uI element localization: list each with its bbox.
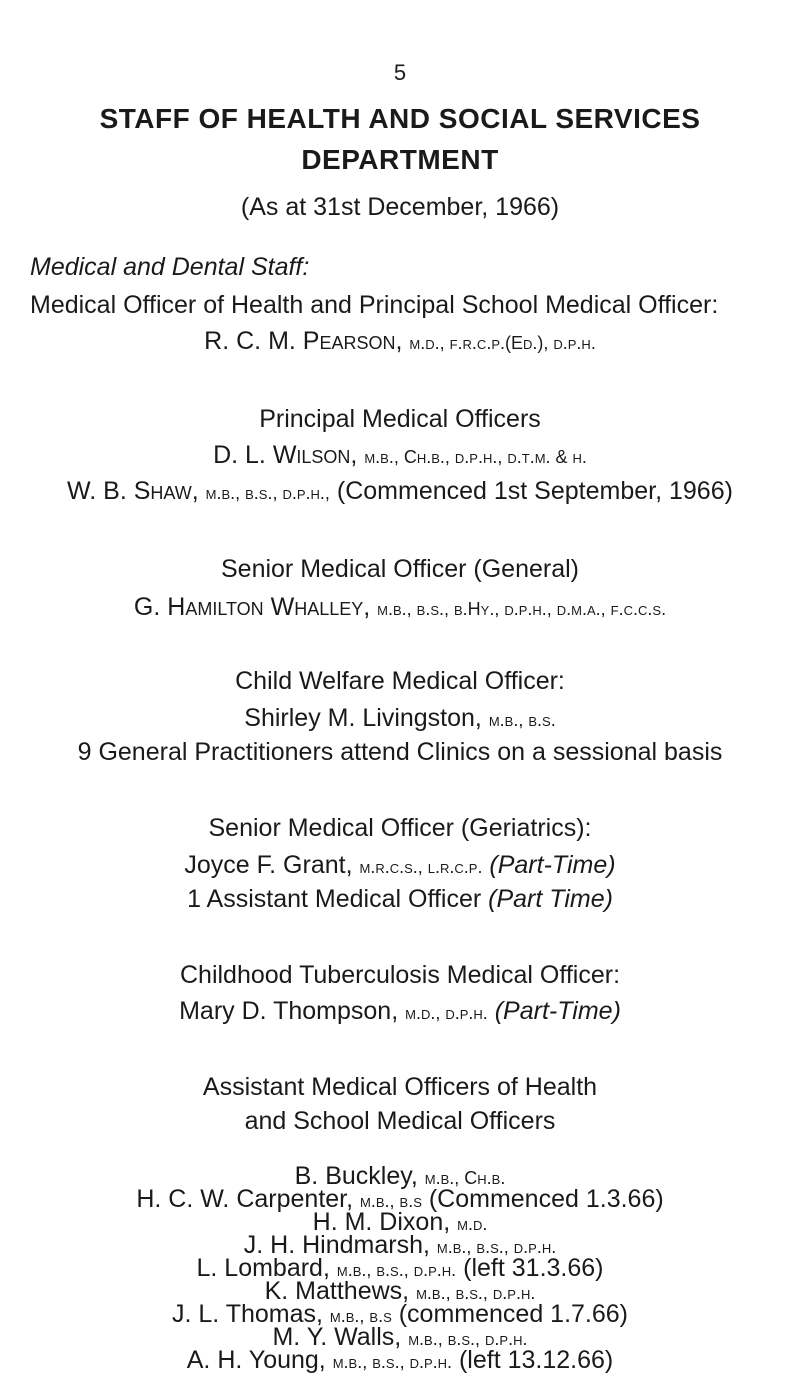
- officer-quals: m.b., b.s., d.p.h.: [332, 1352, 453, 1372]
- officer-note: (commenced 1.7.66): [398, 1300, 629, 1328]
- child-welfare-heading: Child Welfare Medical Officer:: [235, 667, 565, 695]
- principal-2-note: (Commenced 1st September, 1966): [336, 477, 733, 505]
- officer-quals: m.b., b.s: [360, 1191, 422, 1211]
- officer-name: H. C. W. Carpenter,: [136, 1185, 354, 1213]
- tb-time: (Part-Time): [494, 997, 621, 1025]
- assistant-heading-2: and School Medical Officers: [244, 1107, 556, 1135]
- officer-quals: m.b., b.s., d.p.h.: [416, 1283, 536, 1303]
- principal-2-name: W. B. Shaw,: [67, 477, 199, 505]
- child-welfare-entry: [0, 703, 800, 735]
- officer-note: (left 13.12.66): [458, 1346, 614, 1374]
- moh-name: R. C. M. Pearson,: [204, 327, 403, 355]
- officer-quals: m.b., b.s., d.p.h.: [408, 1329, 528, 1349]
- officer-quals: m.d.: [457, 1214, 488, 1234]
- officer-row: [0, 1345, 800, 1377]
- tb-heading: Childhood Tuberculosis Medical Officer:: [179, 961, 621, 989]
- geriatrics-assistant: [0, 884, 800, 914]
- geriatrics-time: (Part-Time): [489, 851, 616, 879]
- child-welfare-quals: m.b., b.s.: [488, 710, 556, 730]
- principal-2-quals: m.b., b.s., d.p.h.,: [205, 483, 330, 503]
- title-line-2: DEPARTMENT: [301, 144, 499, 175]
- geriatrics-name: Joyce F. Grant,: [184, 851, 353, 879]
- moh-entry: [0, 326, 800, 358]
- assistant-heading-1: Assistant Medical Officers of Health: [202, 1073, 598, 1101]
- officer-note: (left 31.3.66): [463, 1254, 604, 1282]
- title-line-1: STAFF OF HEALTH AND SOCIAL SERVICES: [99, 103, 701, 134]
- officer-name: J. H. Hindmarsh,: [243, 1231, 430, 1259]
- officer-note: (Commenced 1.3.66): [428, 1185, 664, 1213]
- principal-heading: Principal Medical Officers: [259, 405, 541, 433]
- tb-entry: [0, 996, 800, 1028]
- senior-general-name: G. Hamilton Whalley,: [133, 593, 371, 621]
- geriatrics-assistant-text: 1 Assistant Medical Officer: [187, 885, 482, 913]
- officer-name: H. M. Dixon,: [312, 1208, 451, 1236]
- principal-1-quals: m.b., Ch.b., d.p.h., d.t.m. & h.: [364, 447, 587, 467]
- officer-quals: m.b., Ch.b.: [424, 1168, 506, 1188]
- geriatrics-heading: Senior Medical Officer (Geriatrics):: [208, 814, 592, 842]
- officer-name: J. L. Thomas,: [171, 1300, 323, 1328]
- senior-general-entry: [0, 592, 800, 624]
- principal-1: [0, 440, 800, 472]
- moh-role: Medical Officer of Health and Principal School Medical Officer:: [30, 291, 719, 319]
- page-number: 5: [393, 60, 407, 85]
- geriatrics-quals: m.r.c.s., l.r.c.p.: [359, 857, 483, 877]
- officer-name: K. Matthews,: [264, 1277, 410, 1305]
- principal-2: [0, 476, 800, 508]
- officer-quals: m.b., b.s: [329, 1306, 392, 1326]
- senior-general-heading: Senior Medical Officer (General): [220, 555, 579, 583]
- officer-quals: m.b., b.s., d.p.h.: [336, 1260, 457, 1280]
- geriatrics-assistant-time: (Part Time): [488, 885, 613, 913]
- officer-name: A. H. Young,: [186, 1346, 326, 1374]
- gp-note: 9 General Practitioners attend Clinics on a sessional basis: [77, 738, 723, 766]
- tb-quals: m.d., d.p.h.: [405, 1003, 488, 1023]
- principal-1-name: D. L. Wilson,: [213, 441, 358, 469]
- date-note: (As at 31st December, 1966): [240, 193, 560, 221]
- geriatrics-entry: [0, 850, 800, 882]
- senior-general-quals: m.b., b.s., b.Hy., d.p.h., d.m.a., f.c.c.s.: [377, 599, 667, 619]
- moh-quals: m.d., f.r.c.p.(Ed.), d.p.h.: [409, 333, 596, 353]
- officer-name: L. Lombard,: [196, 1254, 330, 1282]
- child-welfare-name: Shirley M. Livingston,: [244, 704, 482, 732]
- section-heading: Medical and Dental Staff:: [30, 253, 310, 281]
- officer-quals: m.b., b.s., d.p.h.: [436, 1237, 557, 1257]
- tb-name: Mary D. Thompson,: [179, 997, 399, 1025]
- officer-name: M. Y. Walls,: [272, 1323, 402, 1351]
- officer-name: B. Buckley,: [294, 1162, 418, 1190]
